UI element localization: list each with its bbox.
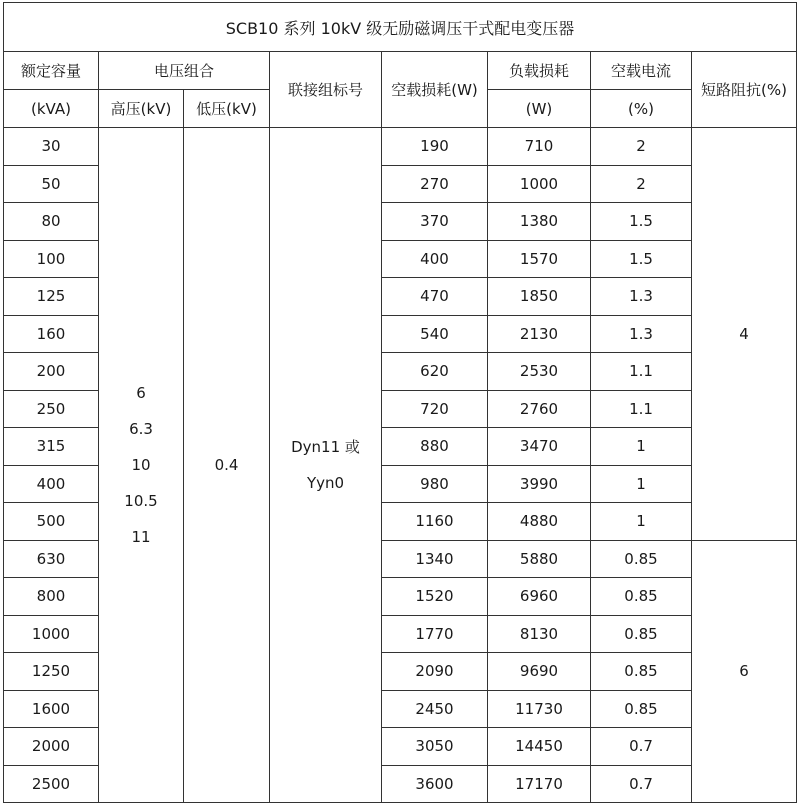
table-row [4, 128, 797, 166]
no-load-loss-cell: 400 [382, 240, 488, 278]
load-loss-cell: 710 [488, 128, 591, 166]
table-body [4, 128, 797, 803]
impedance-cell: 6 [692, 540, 797, 803]
capacity-cell: 315 [4, 428, 99, 466]
load-loss-cell: 2530 [488, 353, 591, 391]
load-loss-cell: 1380 [488, 203, 591, 241]
capacity-cell: 80 [4, 203, 99, 241]
no-load-current-cell: 1.3 [591, 278, 692, 316]
no-load-current-cell: 1.3 [591, 315, 692, 353]
transformer-spec-table [3, 2, 797, 803]
load-loss-cell: 8130 [488, 615, 591, 653]
no-load-current-cell: 0.7 [591, 728, 692, 766]
capacity-cell: 2000 [4, 728, 99, 766]
no-load-current-cell: 1.1 [591, 353, 692, 391]
no-load-current-cell: 0.85 [591, 540, 692, 578]
no-load-loss-cell: 980 [382, 465, 488, 503]
no-load-current-cell: 2 [591, 128, 692, 166]
high-voltage-value: 10.5 [124, 492, 158, 510]
connection-group-line: Yyn0 [306, 474, 345, 492]
high-voltage-header: 高压(kV) [99, 90, 184, 128]
load-loss-cell: 1000 [488, 165, 591, 203]
capacity-cell: 30 [4, 128, 99, 166]
capacity-cell: 800 [4, 578, 99, 616]
capacity-cell: 2500 [4, 765, 99, 803]
no-load-current-header: 空载电流 [591, 52, 692, 90]
load-loss-cell: 3990 [488, 465, 591, 503]
no-load-loss-cell: 620 [382, 353, 488, 391]
capacity-cell: 50 [4, 165, 99, 203]
no-load-current-cell: 1 [591, 428, 692, 466]
capacity-cell: 100 [4, 240, 99, 278]
table-title: SCB10 系列 10kV 级无励磁调压干式配电变压器 [4, 3, 797, 52]
capacity-cell: 1250 [4, 653, 99, 691]
high-voltage-value: 11 [131, 528, 151, 546]
no-load-loss-cell: 1520 [382, 578, 488, 616]
low-voltage-header: 低压(kV) [184, 90, 270, 128]
no-load-loss-cell: 540 [382, 315, 488, 353]
short-circuit-impedance-header: 短路阻抗(%) [692, 52, 797, 128]
no-load-loss-cell: 2090 [382, 653, 488, 691]
connection-group-line: Dyn11 或 [291, 438, 360, 456]
low-voltage-cell: 0.4 [184, 128, 270, 803]
capacity-cell: 200 [4, 353, 99, 391]
capacity-cell: 1600 [4, 690, 99, 728]
no-load-current-unit: (%) [591, 90, 692, 128]
capacity-cell: 500 [4, 503, 99, 541]
load-loss-cell: 5880 [488, 540, 591, 578]
title-row [4, 3, 797, 52]
no-load-current-cell: 1.5 [591, 203, 692, 241]
capacity-cell: 400 [4, 465, 99, 503]
load-loss-cell: 1570 [488, 240, 591, 278]
capacity-cell: 630 [4, 540, 99, 578]
connection-group-header: 联接组标号 [270, 52, 382, 128]
no-load-loss-cell: 1340 [382, 540, 488, 578]
load-loss-header: 负载损耗 [488, 52, 591, 90]
capacity-cell: 125 [4, 278, 99, 316]
no-load-loss-cell: 880 [382, 428, 488, 466]
no-load-loss-cell: 3600 [382, 765, 488, 803]
no-load-loss-cell: 1160 [382, 503, 488, 541]
load-loss-cell: 17170 [488, 765, 591, 803]
load-loss-cell: 4880 [488, 503, 591, 541]
no-load-loss-cell: 270 [382, 165, 488, 203]
no-load-current-cell: 1.1 [591, 390, 692, 428]
load-loss-cell: 11730 [488, 690, 591, 728]
no-load-loss-cell: 470 [382, 278, 488, 316]
no-load-current-cell: 1.5 [591, 240, 692, 278]
load-loss-cell: 14450 [488, 728, 591, 766]
no-load-loss-cell: 370 [382, 203, 488, 241]
capacity-cell: 1000 [4, 615, 99, 653]
load-loss-cell: 2760 [488, 390, 591, 428]
no-load-current-cell: 0.85 [591, 578, 692, 616]
rated-capacity-header: 额定容量 [4, 52, 99, 90]
no-load-loss-header: 空载损耗(W) [382, 52, 488, 128]
load-loss-cell: 2130 [488, 315, 591, 353]
high-voltage-value: 6 [136, 384, 146, 402]
high-voltage-cell [99, 128, 184, 803]
no-load-current-cell: 2 [591, 165, 692, 203]
capacity-cell: 250 [4, 390, 99, 428]
no-load-loss-cell: 1770 [382, 615, 488, 653]
no-load-current-cell: 0.85 [591, 653, 692, 691]
connection-group-values [270, 429, 381, 501]
high-voltage-value: 6.3 [129, 420, 153, 438]
voltage-combo-header: 电压组合 [99, 52, 270, 90]
no-load-current-cell: 1 [591, 503, 692, 541]
no-load-loss-cell: 2450 [382, 690, 488, 728]
impedance-cell: 4 [692, 128, 797, 541]
high-voltage-value: 10 [131, 456, 151, 474]
no-load-current-cell: 1 [591, 465, 692, 503]
header-row-1 [4, 52, 797, 90]
load-loss-cell: 1850 [488, 278, 591, 316]
no-load-current-cell: 0.7 [591, 765, 692, 803]
load-loss-cell: 3470 [488, 428, 591, 466]
no-load-current-cell: 0.85 [591, 615, 692, 653]
connection-group-cell [270, 128, 382, 803]
load-loss-unit: (W) [488, 90, 591, 128]
no-load-current-cell: 0.85 [591, 690, 692, 728]
load-loss-cell: 6960 [488, 578, 591, 616]
no-load-loss-cell: 3050 [382, 728, 488, 766]
load-loss-cell: 9690 [488, 653, 591, 691]
rated-capacity-unit: (kVA) [4, 90, 99, 128]
no-load-loss-cell: 190 [382, 128, 488, 166]
capacity-cell: 160 [4, 315, 99, 353]
high-voltage-values [99, 375, 183, 555]
no-load-loss-cell: 720 [382, 390, 488, 428]
